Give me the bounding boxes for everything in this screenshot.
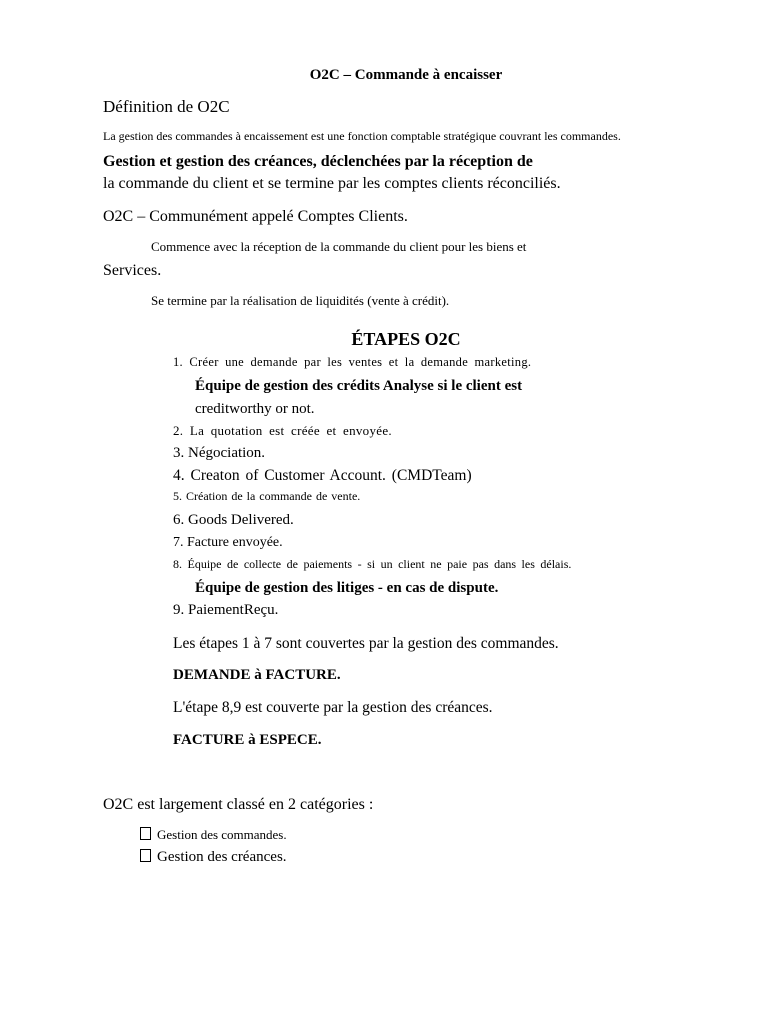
step-1-sub-line-1: Équipe de gestion des crédits Analyse si le client est bbox=[195, 378, 523, 394]
step-9: 9. PaiementReçu. bbox=[173, 602, 279, 618]
definition-text: La gestion des commandes à encaissement est une fonction comptable stratégique couvrant les commandes. bbox=[103, 129, 621, 143]
step-8-sub-line: Équipe de gestion des litiges - en cas de dispute. bbox=[195, 580, 499, 596]
categories-intro: O2C est largement classé en 2 catégories : bbox=[103, 796, 374, 813]
category-item bbox=[140, 827, 287, 843]
step-8: 8. Équipe de collecte de paiements - si un client ne paie pas dans les délais. bbox=[173, 557, 572, 571]
covered-steps-8-9: L'étape 8,9 est couverte par la gestion des créances. bbox=[173, 699, 493, 716]
step-6: 6. Goods Delivered. bbox=[173, 512, 294, 528]
step-5: 5. Création de la commande de vente. bbox=[173, 489, 361, 503]
step-7: 7. Facture envoyée. bbox=[173, 535, 283, 550]
step-2: 2. La quotation est créée et envoyée. bbox=[173, 423, 392, 438]
demand-to-invoice: DEMANDE à FACTURE. bbox=[173, 667, 341, 683]
invoice-to-cash: FACTURE à ESPECE. bbox=[173, 732, 322, 748]
bold-definition-line: Gestion et gestion des créances, déclenchées par la réception de bbox=[103, 153, 533, 170]
step-1: 1. Créer une demande par les ventes et la demande marketing. bbox=[173, 355, 532, 369]
definition-heading: Définition de O2C bbox=[103, 97, 230, 116]
common-name-line: O2C – Communément appelé Comptes Clients. bbox=[103, 208, 408, 225]
starts-line-1: Commence avec la réception de la commande du client pour les biens et bbox=[151, 239, 527, 254]
checkbox-icon bbox=[140, 827, 151, 840]
ends-line: Se termine par la réalisation de liquidités (vente à crédit). bbox=[151, 293, 450, 308]
checkbox-icon bbox=[140, 849, 151, 862]
category-label: Gestion des créances. bbox=[157, 849, 287, 865]
step-4: 4. Creaton of Customer Account. (CMDTeam) bbox=[173, 467, 472, 484]
category-label: Gestion des commandes. bbox=[157, 827, 287, 842]
step-3: 3. Négociation. bbox=[173, 445, 266, 461]
covered-steps-1-7: Les étapes 1 à 7 sont couvertes par la gestion des commandes. bbox=[173, 635, 559, 652]
category-item bbox=[140, 849, 287, 866]
steps-heading: ÉTAPES O2C bbox=[351, 329, 461, 349]
definition-continuation: la commande du client et se termine par les comptes clients réconciliés. bbox=[103, 175, 561, 192]
step-1-sub-line-2: creditworthy or not. bbox=[195, 401, 315, 417]
document-title: O2C – Commande à encaisser bbox=[309, 67, 503, 83]
starts-line-2: Services. bbox=[103, 262, 162, 279]
